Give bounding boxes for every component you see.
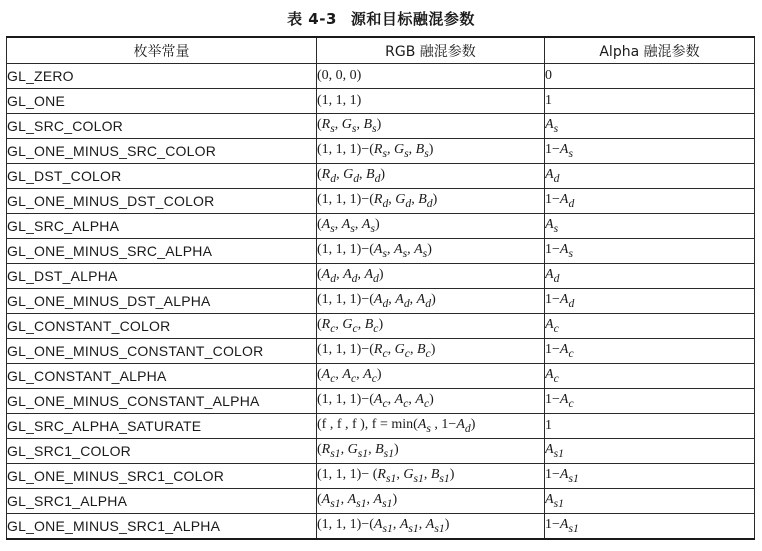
rgb-param-cell: ($A_{s1}$, $A_{s1}$, $A_{s1}$) — [317, 489, 545, 514]
table-row — [7, 189, 755, 214]
rgb-param-cell: (1, 1, $1)-(A_s$, $A_s$, $A_s$) — [317, 239, 545, 264]
table-row — [7, 414, 755, 439]
enum-constant-cell: GL_SRC1_ALPHA — [7, 489, 317, 514]
alpha-param-cell: $1-A_s$ — [545, 239, 755, 264]
table-row — [7, 89, 755, 114]
rgb-param-cell: ($R_c$, $G_c$, $B_c$) — [317, 314, 545, 339]
alpha-param-cell: $A_{s1}$ — [545, 439, 755, 464]
alpha-param-cell: $A_{s1}$ — [545, 489, 755, 514]
table-row — [7, 389, 755, 414]
enum-constant-cell: GL_ONE_MINUS_SRC1_COLOR — [7, 464, 317, 489]
enum-constant-cell: GL_SRC1_COLOR — [7, 439, 317, 464]
enum-constant-cell: GL_CONSTANT_COLOR — [7, 314, 317, 339]
alpha-param-cell: $A_d$ — [545, 164, 755, 189]
enum-constant-cell: GL_ONE_MINUS_CONSTANT_COLOR — [7, 339, 317, 364]
enum-constant-cell: GL_ONE_MINUS_SRC_ALPHA — [7, 239, 317, 264]
rgb-param-cell: (1, 1, $1)-(A_c$, $A_c$, $A_c$) — [317, 389, 545, 414]
alpha-param-cell: 0 — [545, 64, 755, 89]
table-title: 源和目标融混参数 — [350, 10, 475, 28]
table-row — [7, 439, 755, 464]
alpha-param-cell: $A_s$ — [545, 114, 755, 139]
rgb-param-cell: (1, 1, $1)-(R_d$, $G_d$, $B_d$) — [317, 189, 545, 214]
rgb-param-cell: (0, 0, 0) — [317, 64, 545, 89]
alpha-param-cell: $A_s$ — [545, 214, 755, 239]
rgb-param-cell: ($R_{s1}$, $G_{s1}$, $B_{s1}$) — [317, 439, 545, 464]
enum-constant-cell: GL_ONE_MINUS_DST_ALPHA — [7, 289, 317, 314]
enum-constant-cell: GL_ONE_MINUS_DST_COLOR — [7, 189, 317, 214]
table-row — [7, 489, 755, 514]
header-enum-constant: 枚举常量 — [7, 37, 317, 64]
table-row — [7, 289, 755, 314]
table-header-row — [7, 37, 755, 64]
table-row — [7, 314, 755, 339]
table-row — [7, 514, 755, 540]
rgb-param-cell: ($A_s$, $A_s$, $A_s$) — [317, 214, 545, 239]
rgb-param-cell: (1, 1, 1) — [317, 89, 545, 114]
enum-constant-cell: GL_SRC_ALPHA — [7, 214, 317, 239]
table-body — [7, 64, 755, 540]
table-row — [7, 214, 755, 239]
alpha-param-cell: 1 — [545, 414, 755, 439]
rgb-param-cell: ($A_d$, $A_d$, $A_d$) — [317, 264, 545, 289]
alpha-param-cell: $1-A_d$ — [545, 289, 755, 314]
rgb-param-cell: ($R_d$, $G_d$, $B_d$) — [317, 164, 545, 189]
alpha-param-cell: $A_d$ — [545, 264, 755, 289]
table-row — [7, 114, 755, 139]
enum-constant-cell: GL_SRC_COLOR — [7, 114, 317, 139]
enum-constant-cell: GL_DST_ALPHA — [7, 264, 317, 289]
alpha-param-cell: $1-A_c$ — [545, 389, 755, 414]
rgb-param-cell: ($A_c$, $A_c$, $A_c$) — [317, 364, 545, 389]
rgb-param-cell: (1, 1, $1)-(A_d$, $A_d$, $A_d$) — [317, 289, 545, 314]
enum-constant-cell: GL_CONSTANT_ALPHA — [7, 364, 317, 389]
table-row — [7, 64, 755, 89]
enum-constant-cell: GL_ONE_MINUS_SRC_COLOR — [7, 139, 317, 164]
enum-constant-cell: GL_ONE — [7, 89, 317, 114]
rgb-param-cell: (1, 1, $1)-(R_c$, $G_c$, $B_c$) — [317, 339, 545, 364]
table-caption — [0, 8, 762, 29]
alpha-param-cell: $1-A_{s1}$ — [545, 514, 755, 540]
rgb-param-cell: (1, 1, $1)- (R_{s1}$, $G_{s1}$, $B_{s1}$) — [317, 464, 545, 489]
alpha-param-cell: $A_c$ — [545, 364, 755, 389]
header-rgb-params: RGB 融混参数 — [317, 37, 545, 64]
rgb-param-cell: (1, 1, $1)-(A_{s1}$, $A_{s1}$, $A_{s1}$) — [317, 514, 545, 540]
alpha-param-cell: $1-A_{s1}$ — [545, 464, 755, 489]
rgb-param-cell: ($R_s$, $G_s$, $B_s$) — [317, 114, 545, 139]
table-row — [7, 464, 755, 489]
table-row — [7, 139, 755, 164]
alpha-param-cell: $1-A_d$ — [545, 189, 755, 214]
enum-constant-cell: GL_ZERO — [7, 64, 317, 89]
table-number: 表 4-3 — [287, 10, 337, 28]
table-row — [7, 364, 755, 389]
blend-parameters-table — [6, 36, 755, 540]
table-row — [7, 339, 755, 364]
enum-constant-cell: GL_ONE_MINUS_CONSTANT_ALPHA — [7, 389, 317, 414]
enum-constant-cell: GL_DST_COLOR — [7, 164, 317, 189]
table-row — [7, 239, 755, 264]
alpha-param-cell: 1 — [545, 89, 755, 114]
rgb-param-cell: (1, 1, $1)-(R_s$, $G_s$, $B_s$) — [317, 139, 545, 164]
header-alpha-params: Alpha 融混参数 — [545, 37, 755, 64]
table-row — [7, 264, 755, 289]
alpha-param-cell: $1-A_s$ — [545, 139, 755, 164]
alpha-param-cell: $1-A_c$ — [545, 339, 755, 364]
enum-constant-cell: GL_SRC_ALPHA_SATURATE — [7, 414, 317, 439]
enum-constant-cell: GL_ONE_MINUS_SRC1_ALPHA — [7, 514, 317, 540]
rgb-param-cell: (f , f , f ), $f = \min(A_s$ , $1-A_d$) — [317, 414, 545, 439]
alpha-param-cell: $A_c$ — [545, 314, 755, 339]
table-row — [7, 164, 755, 189]
